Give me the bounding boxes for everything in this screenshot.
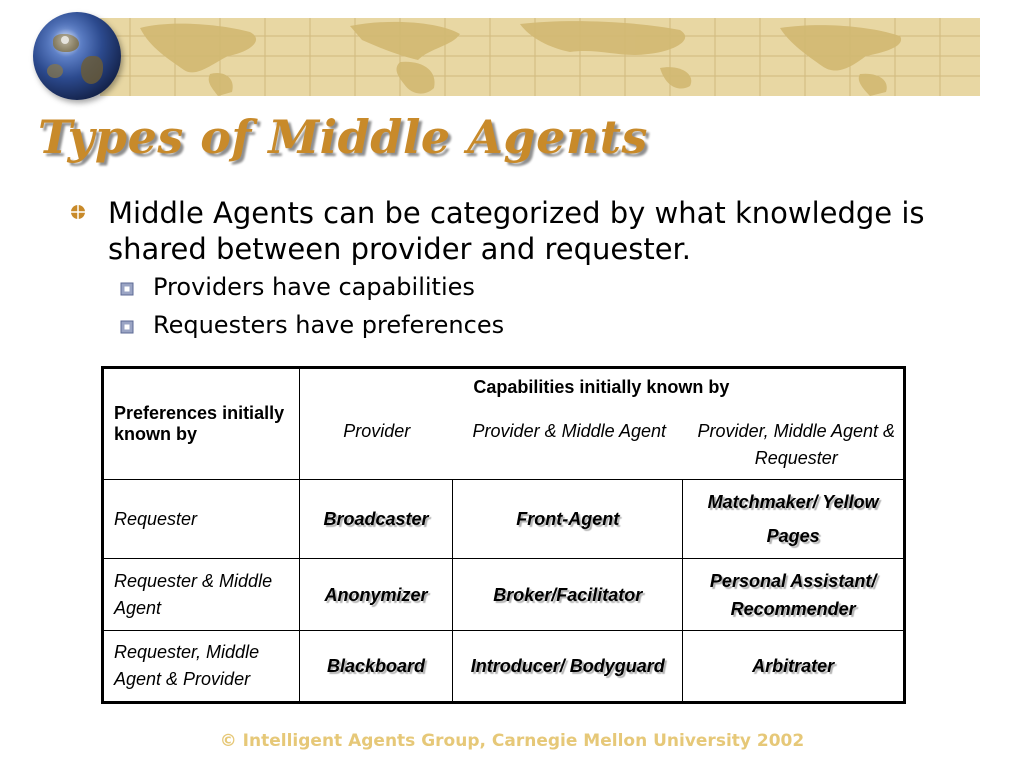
- table-cell: Introducer/ Bodyguard: [453, 631, 683, 703]
- globe-icon: [33, 12, 121, 100]
- table-cell: Broadcaster: [299, 480, 453, 559]
- capabilities-header-cell: [299, 368, 904, 480]
- middle-agent-types-table: [101, 366, 906, 704]
- column-header-provider: Provider: [343, 421, 411, 441]
- table-header-row: [103, 368, 905, 480]
- table-cell: Anonymizer: [299, 559, 453, 631]
- table-cell: Personal Assistant/ Recommender: [683, 559, 905, 631]
- row-label: Requester & Middle Agent: [103, 559, 300, 631]
- square-bullet-icon: [120, 282, 134, 296]
- capabilities-header: Capabilities initially known by: [473, 377, 730, 397]
- table-row: [103, 480, 905, 559]
- table-row: [103, 559, 905, 631]
- table-cell: Arbitrater: [683, 631, 905, 703]
- row-label: Requester: [103, 480, 300, 559]
- column-header-provider-middle-agent-requester: Provider, Middle Agent & Requester: [697, 421, 895, 468]
- circle-bullet-icon: [70, 204, 86, 220]
- world-map-graphic: [100, 18, 980, 96]
- sub-bullet-text: Requesters have preferences: [153, 311, 505, 339]
- footer-copyright: © Intelligent Agents Group, Carnegie Mellon University 2002: [219, 731, 805, 751]
- sub-bullet-text: Providers have capabilities: [153, 273, 475, 301]
- map-banner: [100, 18, 980, 96]
- main-bullet-text: Middle Agents can be categorized by what knowledge is shared between provider and requester.: [108, 196, 925, 266]
- slide-title: Types of Middle Agents: [38, 110, 648, 164]
- row-label: Requester, Middle Agent & Provider: [103, 631, 300, 703]
- column-header-provider-middle-agent: Provider & Middle Agent: [472, 421, 666, 441]
- table-cell: Broker/Facilitator: [453, 559, 683, 631]
- square-bullet-icon: [120, 320, 134, 334]
- table-cell: Blackboard: [299, 631, 453, 703]
- preferences-header: Preferences initially known by: [103, 368, 300, 480]
- table-cell: Matchmaker/ Yellow Pages: [683, 480, 905, 559]
- table-cell: Front-Agent: [453, 480, 683, 559]
- table-row: [103, 631, 905, 703]
